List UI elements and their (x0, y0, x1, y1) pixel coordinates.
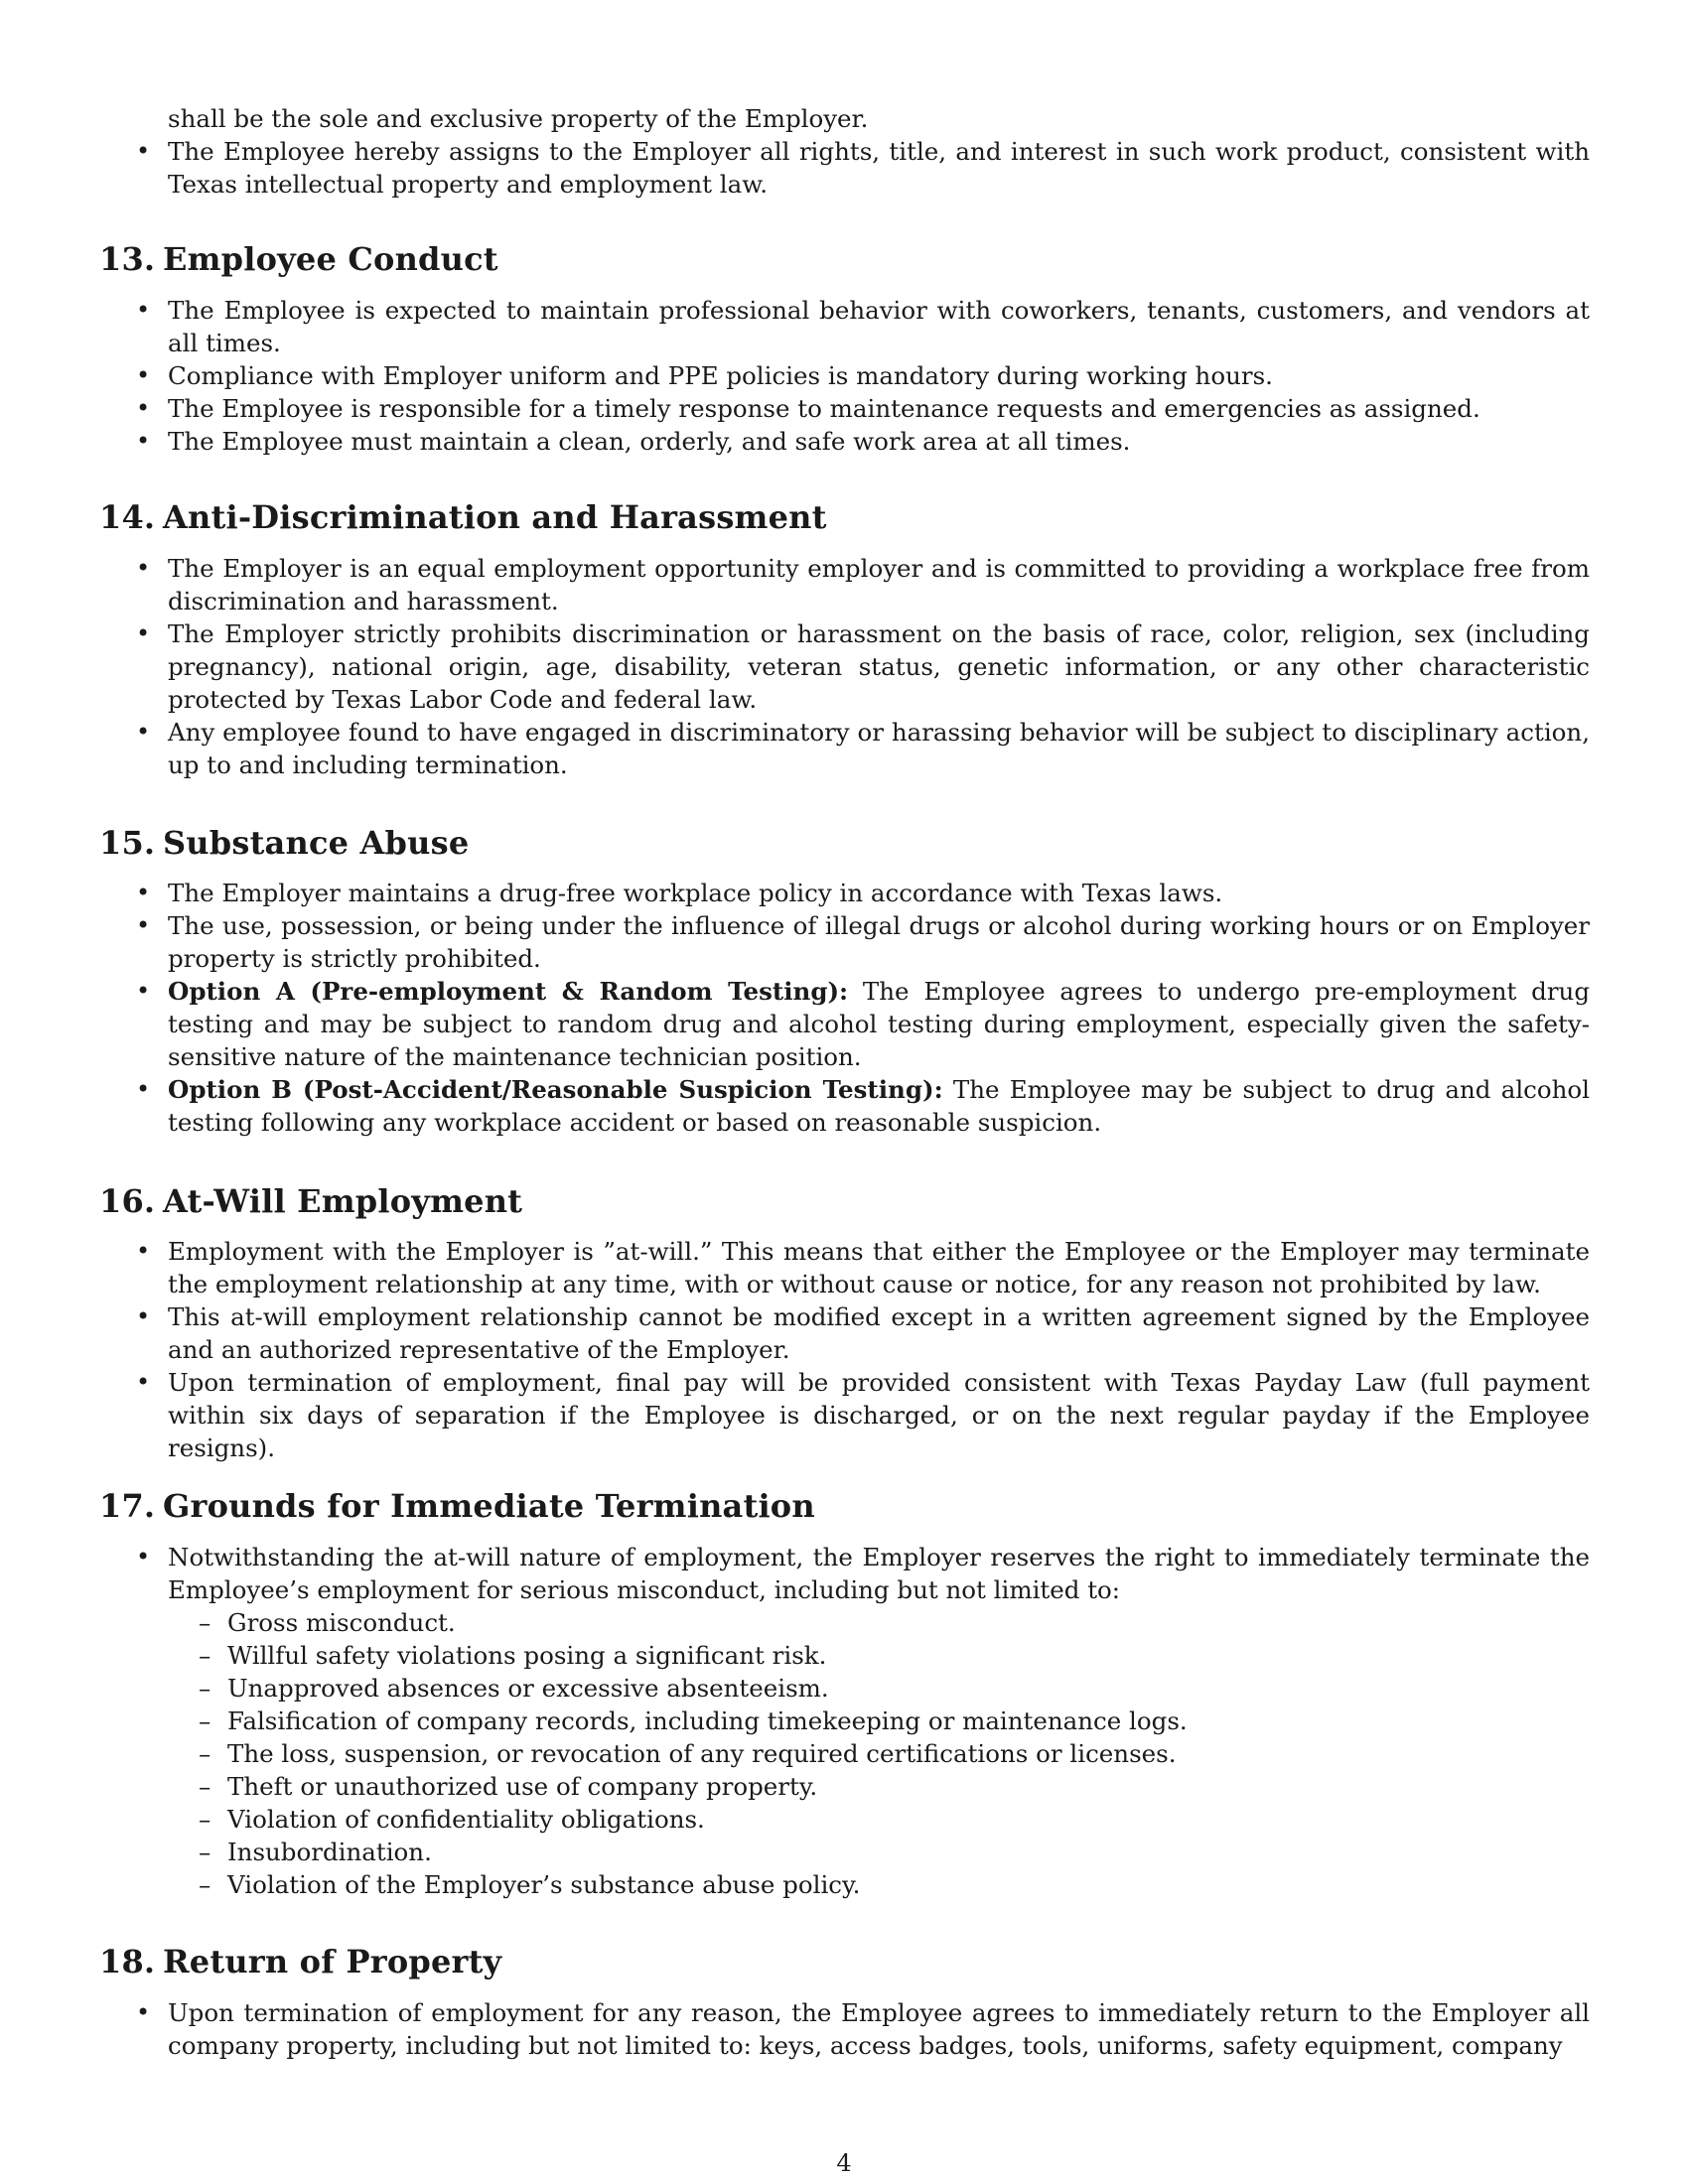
section-body-14 (99, 552, 1590, 781)
sub-list-item: – The loss, suspension, or revocation of any required certifications or licenses. (99, 1737, 1590, 1770)
option-b-item (99, 1073, 1590, 1139)
section-body-16 (99, 1235, 1590, 1464)
section-number: 17. (99, 1487, 156, 1525)
sub-list (99, 1606, 1590, 1901)
list-item: • Employment with the Employer is ”at-will.” This means that either the Employee or the Employer may terminate the employment relationship at any time, with or without cause or notice, for any reason not prohibited by law. (99, 1235, 1590, 1300)
bullet-list (99, 1996, 1590, 2062)
list-item: • The Employer is an equal employment opportunity employer and is committed to providing a workplace free from discrimination and harassment. (99, 552, 1590, 617)
sub-list-item: – Unapproved absences or excessive absenteeism. (99, 1672, 1590, 1705)
sub-list-item: – Insubordination. (99, 1836, 1590, 1868)
bullet-list (99, 1541, 1590, 1606)
section-body-18 (99, 1996, 1590, 2062)
section-body-15 (99, 877, 1590, 1139)
continuation-list (99, 135, 1590, 201)
section-number: 18. (99, 1943, 156, 1980)
section-heading-16 (99, 1181, 1590, 1221)
option-a-item (99, 975, 1590, 1073)
section-title: Return of Property (163, 1943, 502, 1980)
sub-list-item: – Falsification of company records, including timekeeping or maintenance logs. (99, 1705, 1590, 1737)
section-heading-13 (99, 239, 1590, 279)
continuation-block (99, 102, 1590, 201)
sub-list-item: – Willful safety violations posing a significant risk. (99, 1639, 1590, 1672)
section-number: 13. (99, 240, 156, 278)
bullet-list (99, 552, 1590, 781)
list-item: • The use, possession, or being under the influence of illegal drugs or alcohol during working hours or on Employer property is strictly prohibited. (99, 909, 1590, 975)
list-item: • The Employee is responsible for a timely response to maintenance requests and emergencies as assigned. (99, 392, 1590, 425)
section-title: Substance Abuse (163, 824, 470, 862)
section-title: Anti-Discrimination and Harassment (163, 498, 827, 536)
page-number: 4 (836, 2149, 852, 2177)
list-item: • The Employee is expected to maintain professional behavior with coworkers, tenants, customers, and vendors at all times. (99, 294, 1590, 359)
section-heading-14 (99, 497, 1590, 537)
section-heading-18 (99, 1942, 1590, 1981)
list-item: • This at-will employment relationship cannot be modified except in a written agreement signed by the Employee and an authorized representative of the Employer. (99, 1300, 1590, 1366)
list-item: • Upon termination of employment, final pay will be provided consistent with Texas Payday Law (full payment within six days of separation if the Employee is discharged, or on the next regular payday if the Employee resigns). (99, 1366, 1590, 1464)
sub-list-item: – Gross misconduct. (99, 1606, 1590, 1639)
section-title: Grounds for Immediate Termination (163, 1487, 815, 1525)
list-item: • The Employer maintains a drug-free workplace policy in accordance with Texas laws. (99, 877, 1590, 909)
sub-list-item: – Violation of the Employer’s substance abuse policy. (99, 1868, 1590, 1901)
option-a-text: The Employee agrees to undergo pre-employment drug testing and may be subject to random drug and alcohol testing during employment, especially given the safety-sensitive nature of the maintenance technician position. (168, 977, 1591, 1071)
list-item: • Compliance with Employer uniform and PPE policies is mandatory during working hours. (99, 359, 1590, 392)
section-heading-15 (99, 823, 1590, 863)
bullet-list (99, 294, 1590, 458)
option-b-text: The Employee may be subject to drug and alcohol testing following any workplace accident or based on reasonable suspicion. (168, 1075, 1591, 1137)
list-item: • The Employee hereby assigns to the Employer all rights, title, and interest in such work product, consistent with Texas intellectual property and employment law. (99, 135, 1590, 201)
list-item: • Notwithstanding the at-will nature of employment, the Employer reserves the right to immediately terminate the Employee’s employment for serious misconduct, including but not limited to: (99, 1541, 1590, 1606)
sub-list-item: – Violation of confidentiality obligations. (99, 1803, 1590, 1836)
list-item: • Upon termination of employment for any reason, the Employee agrees to immediately return to the Employer all company property, including but not limited to: keys, access badges, tools, uniforms, safety equipment, company (99, 1996, 1590, 2062)
bullet-list (99, 877, 1590, 1139)
list-item: • Any employee found to have engaged in discriminatory or harassing behavior will be subject to disciplinary action, up to and including termination. (99, 716, 1590, 781)
section-title: Employee Conduct (163, 240, 498, 278)
section-number: 15. (99, 824, 156, 862)
option-b-label: Option B (Post-Accident/Reasonable Suspicion Testing): (168, 1075, 943, 1104)
option-a-label: Option A (Pre-employment & Random Testing): (168, 977, 849, 1006)
list-item: • The Employee must maintain a clean, orderly, and safe work area at all times. (99, 425, 1590, 458)
continuation-line: shall be the sole and exclusive property of the Employer. (168, 104, 869, 133)
section-body-13 (99, 294, 1590, 458)
section-title: At-Will Employment (163, 1182, 523, 1220)
section-number: 16. (99, 1182, 156, 1220)
section-heading-17 (99, 1486, 1590, 1526)
section-body-17 (99, 1541, 1590, 1901)
bullet-list (99, 1235, 1590, 1464)
sub-list-item: – Theft or unauthorized use of company property. (99, 1770, 1590, 1803)
section-number: 14. (99, 498, 156, 536)
list-item: • The Employer strictly prohibits discrimination or harassment on the basis of race, color, religion, sex (including pregnancy), national origin, age, disability, veteran status, genetic information, or any other characteristic protected by Texas Labor Code and federal law. (99, 617, 1590, 716)
